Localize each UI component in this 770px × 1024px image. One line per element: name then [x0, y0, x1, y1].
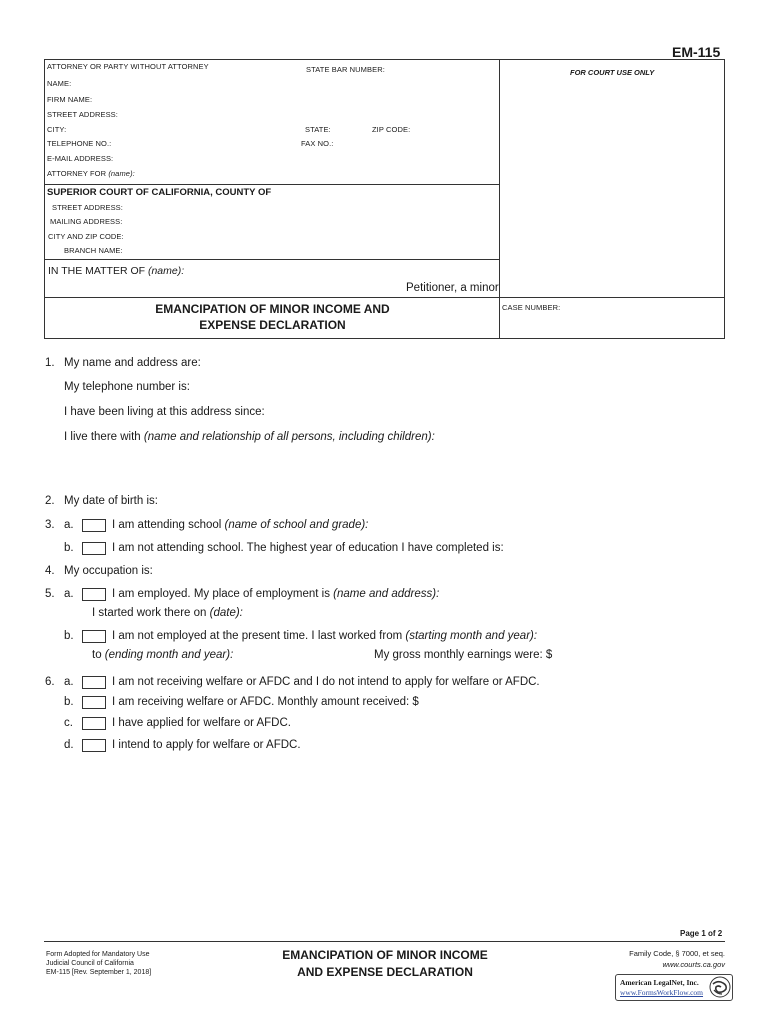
footer-adopted [46, 950, 151, 977]
court-street-label: STREET ADDRESS: [52, 203, 123, 212]
item-6a-letter: a. [64, 676, 74, 688]
item-5b-label [112, 630, 537, 642]
item-3b-letter: b. [64, 542, 74, 554]
name-label: NAME: [47, 79, 72, 88]
item-5a-text: I am employed. My place of employment is [112, 588, 330, 600]
matter-name: (name): [147, 265, 185, 277]
item-3a-label [112, 519, 368, 531]
item-3a-text: I am attending school [112, 519, 222, 531]
case-number-label: CASE NUMBER: [502, 303, 561, 312]
item-2-number: 2. [45, 495, 55, 507]
court-use-label: FOR COURT USE ONLY [570, 68, 655, 77]
item-3a-checkbox[interactable] [82, 519, 106, 532]
item-4-number: 4. [45, 565, 55, 577]
fax-label: FAX NO.: [301, 139, 334, 148]
item-1-since: I have been living at this address since: [64, 406, 265, 418]
document-title-line2: EXPENSE DECLARATION [199, 318, 346, 332]
item-5a-started-text: I started work there on [92, 607, 207, 619]
item-1-text: My name and address are: [64, 357, 201, 369]
court-mailing-label: MAILING ADDRESS: [50, 217, 123, 226]
item-5b-text: I am not employed at the present time. I last worked from [112, 630, 403, 642]
globe-icon [709, 976, 731, 998]
court-city-zip-label: CITY AND ZIP CODE: [48, 232, 124, 241]
matter-text: IN THE MATTER OF [48, 265, 146, 277]
firm-label: FIRM NAME: [47, 95, 93, 104]
item-1-live-italic: (name and relationship of all persons, including children): [143, 431, 435, 443]
street-label: STREET ADDRESS: [47, 110, 118, 119]
item-6d-letter: d. [64, 739, 74, 751]
item-5b-gross: My gross monthly earnings were: $ [374, 649, 553, 661]
item-6c-checkbox[interactable] [82, 717, 106, 730]
footer-adopted-line3: EM-115 [Rev. September 1, 2018] [46, 969, 152, 976]
item-6a-text: I am not receiving welfare or AFDC and I do not intend to apply for welfare or AFDC. [112, 676, 540, 688]
attorney-label: ATTORNEY OR PARTY WITHOUT ATTORNEY [47, 62, 209, 71]
item-3b-checkbox[interactable] [82, 542, 106, 555]
matter-label [48, 265, 184, 277]
item-4-text: My occupation is: [64, 565, 153, 577]
item-5b-italic: (starting month and year): [405, 630, 538, 642]
footer-website[interactable]: www.courts.ca.gov [662, 960, 725, 969]
item-1-live-with [64, 431, 435, 443]
petitioner-label: Petitioner, a minor [406, 282, 499, 294]
footer-adopted-line1: Form Adopted for Mandatory Use [46, 951, 150, 958]
page-number: Page 1 of 2 [680, 929, 723, 938]
item-5a-started [92, 607, 243, 619]
state-label: STATE: [305, 125, 331, 134]
item-6d-checkbox[interactable] [82, 739, 106, 752]
item-1-live-text: I live there with [64, 431, 141, 443]
item-6b-letter: b. [64, 696, 74, 708]
form-id: EM-115 [672, 44, 721, 60]
item-2-text: My date of birth is: [64, 495, 158, 507]
item-5a-checkbox[interactable] [82, 588, 106, 601]
caption-box [44, 59, 725, 339]
city-label: CITY: [47, 125, 67, 134]
item-3a-letter: a. [64, 519, 74, 531]
item-1-phone: My telephone number is: [64, 381, 190, 393]
document-title [100, 301, 445, 333]
footer-references [560, 948, 725, 970]
item-3b-text: I am not attending school. The highest year of education I have completed is: [112, 542, 504, 554]
attorney-for-label [47, 169, 135, 178]
document-title-line1: EMANCIPATION OF MINOR INCOME AND [155, 302, 390, 316]
court-title: SUPERIOR COURT OF CALIFORNIA, COUNTY OF [47, 187, 272, 198]
item-3a-italic: (name of school and grade): [224, 519, 369, 531]
item-3-number: 3. [45, 519, 55, 531]
item-5a-letter: a. [64, 588, 74, 600]
item-6b-checkbox[interactable] [82, 696, 106, 709]
item-5b-to-text: to [92, 649, 102, 661]
logo-line2[interactable]: www.FormsWorkFlow.com [620, 988, 704, 997]
telephone-label: TELEPHONE NO.: [47, 139, 112, 148]
state-bar-label: STATE BAR NUMBER: [306, 65, 385, 74]
item-6a-checkbox[interactable] [82, 676, 106, 689]
logo-text [620, 978, 703, 998]
logo-line1: American LegalNet, Inc. [620, 978, 699, 987]
footer-title-line1: EMANCIPATION OF MINOR INCOME [282, 948, 488, 962]
footer-title [250, 947, 520, 981]
item-1-number: 1. [45, 357, 55, 369]
attorney-for-text: ATTORNEY FOR [47, 169, 107, 178]
zip-label: ZIP CODE: [372, 125, 411, 134]
item-6-number: 6. [45, 676, 55, 688]
footer-adopted-line2: Judicial Council of California [46, 960, 134, 967]
item-5b-to-italic: (ending month and year): [104, 649, 234, 661]
item-6c-letter: c. [64, 717, 73, 729]
email-label: E-MAIL ADDRESS: [47, 154, 114, 163]
footer-divider [44, 941, 725, 942]
item-5-number: 5. [45, 588, 55, 600]
item-5a-label [112, 588, 439, 600]
footer-title-line2: AND EXPENSE DECLARATION [297, 965, 473, 979]
attorney-for-name: (name): [108, 169, 135, 178]
item-5b-checkbox[interactable] [82, 630, 106, 643]
item-5a-started-italic: (date): [209, 607, 243, 619]
item-6d-text: I intend to apply for welfare or AFDC. [112, 739, 301, 751]
item-6b-text: I am receiving welfare or AFDC. Monthly amount received: $ [112, 696, 419, 708]
item-5b-to [92, 649, 233, 661]
court-branch-label: BRANCH NAME: [64, 246, 123, 255]
footer-code-ref: Family Code, § 7000, et seq. [629, 949, 725, 958]
item-6c-text: I have applied for welfare or AFDC. [112, 717, 291, 729]
item-5a-italic: (name and address): [333, 588, 440, 600]
item-5b-letter: b. [64, 630, 74, 642]
